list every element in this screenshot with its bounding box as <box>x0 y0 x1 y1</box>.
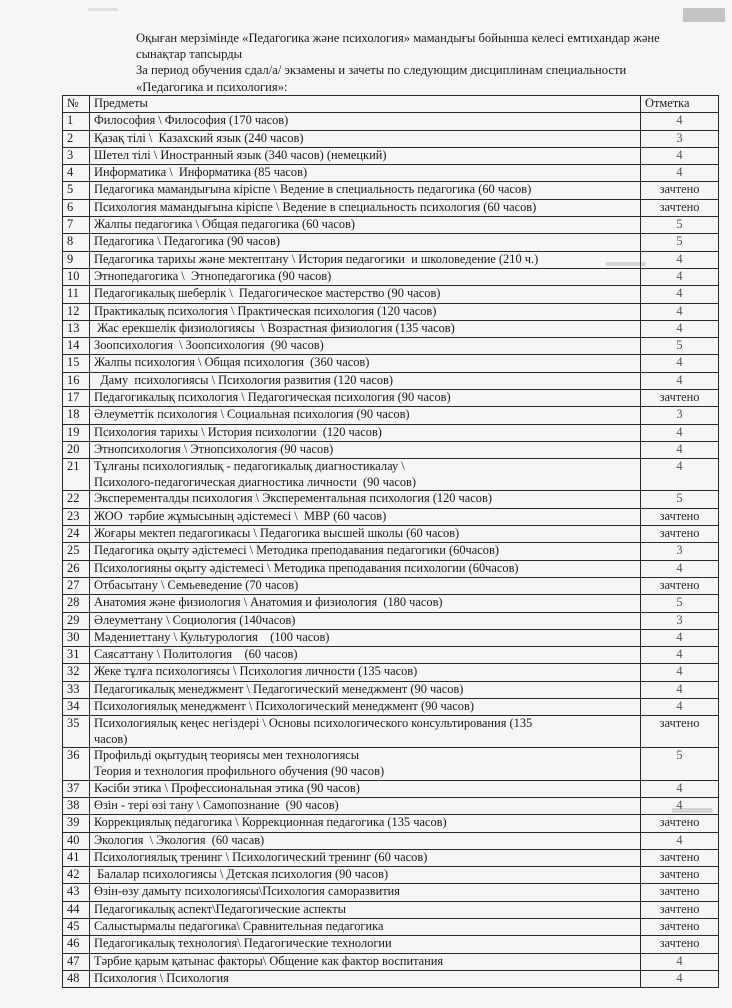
table-row <box>63 113 719 130</box>
row-subject <box>90 970 641 987</box>
subject-line: Педагогикалық менеджмент \ Педагогический менеджмент (90 часов) <box>94 681 464 696</box>
row-grade: 4 <box>641 251 719 268</box>
row-subject <box>90 338 641 355</box>
subject-line-continued: часов) <box>94 731 128 746</box>
subject-line: Өзін-өзу дамыту психологиясы\Психология саморазвития <box>94 884 400 899</box>
row-subject <box>90 716 641 748</box>
subject-line: Педагогикалық шеберлік \ Педагогическое мастерство (90 часов) <box>94 286 441 301</box>
row-grade: 4 <box>641 832 719 849</box>
row-grade: 4 <box>641 780 719 797</box>
row-subject <box>90 491 641 508</box>
row-number: 43 <box>63 884 90 901</box>
table-row <box>63 251 719 268</box>
subject-line: Практикалық психология \ Практическая психология (120 часов) <box>94 303 437 318</box>
row-grade: 5 <box>641 491 719 508</box>
row-subject <box>90 681 641 698</box>
row-number: 5 <box>63 182 90 199</box>
subject-line: Тәрбие қарым қатынас факторы\ Общение как фактор воспитания <box>94 953 444 968</box>
table-row <box>63 390 719 407</box>
row-subject <box>90 147 641 164</box>
row-subject <box>90 182 641 199</box>
row-grade: 3 <box>641 130 719 147</box>
column-header-grade: Отметка <box>641 96 719 113</box>
subject-line: Психологиялық кеңес негіздері \ Основы психологического консультирования (135 <box>94 716 533 731</box>
subject-line: Педагогика тарихы және мектептану \ История педагогики и школоведение (210 ч.) <box>94 251 539 266</box>
row-number: 6 <box>63 199 90 216</box>
row-grade: 4 <box>641 459 719 491</box>
row-number: 39 <box>63 815 90 832</box>
table-row <box>63 217 719 234</box>
subject-line: Философия \ Философия (170 часов) <box>94 113 289 128</box>
table-row <box>63 147 719 164</box>
subject-line: Профильді оқытудың теориясы мен технологиясы <box>94 748 360 763</box>
row-number: 15 <box>63 355 90 372</box>
subject-line: Жалпы психология \ Общая психология (360 часов) <box>94 355 370 370</box>
row-grade: 5 <box>641 234 719 251</box>
table-row <box>63 543 719 560</box>
row-grade: 4 <box>641 303 719 320</box>
row-grade: 4 <box>641 664 719 681</box>
table-row <box>63 849 719 866</box>
table-row <box>63 508 719 525</box>
row-number: 38 <box>63 797 90 814</box>
row-grade: 4 <box>641 647 719 664</box>
table-body <box>63 113 719 988</box>
subject-line-continued: Психолого-педагогическая диагностика личности (90 часов) <box>94 474 416 489</box>
subject-line: Салыстырмалы педагогика\ Сравнительная педагогика <box>94 919 384 934</box>
row-grade: 3 <box>641 543 719 560</box>
row-subject <box>90 953 641 970</box>
row-subject <box>90 320 641 337</box>
header-line-kazakh: Оқыған мерзімінде «Педагогика және психология» мамандығы бойынша келесі емтихандар және <box>136 31 660 45</box>
row-subject <box>90 303 641 320</box>
subject-line-continued: Теория и технология профильного обучения (90 часов) <box>94 764 385 779</box>
subject-line: Коррекциялық педагогика \ Коррекционная педагогика (135 часов) <box>94 815 447 830</box>
row-number: 36 <box>63 748 90 780</box>
table-row <box>63 884 719 901</box>
scan-noise-top-left <box>88 8 118 11</box>
table-row <box>63 234 719 251</box>
row-subject <box>90 251 641 268</box>
row-subject <box>90 543 641 560</box>
table-row <box>63 612 719 629</box>
row-subject <box>90 936 641 953</box>
table-row <box>63 953 719 970</box>
subject-line: Зоопсихология \ Зоопсихология (90 часов) <box>94 338 324 353</box>
row-subject <box>90 234 641 251</box>
row-number: 32 <box>63 664 90 681</box>
row-grade: зачтено <box>641 867 719 884</box>
table-row <box>63 424 719 441</box>
row-number: 8 <box>63 234 90 251</box>
row-grade: 4 <box>641 147 719 164</box>
table-row <box>63 199 719 216</box>
row-number: 2 <box>63 130 90 147</box>
table-row <box>63 901 719 918</box>
header-line-kazakh-cont: сынақтар тапсырды <box>136 47 243 62</box>
row-number: 16 <box>63 372 90 389</box>
table-row <box>63 320 719 337</box>
subject-line: Педагогика оқыту әдістемесі \ Методика преподавания педагогики (60часов) <box>94 543 499 558</box>
header-line-russian-cont: «Педагогика и психология»: <box>136 79 288 94</box>
row-subject <box>90 748 641 780</box>
row-subject <box>90 390 641 407</box>
row-number: 47 <box>63 953 90 970</box>
row-grade: 4 <box>641 629 719 646</box>
row-grade: 3 <box>641 407 719 424</box>
row-number: 13 <box>63 320 90 337</box>
subject-line: Жеке тұлға психологиясы \ Психология личности (135 часов) <box>94 664 418 679</box>
row-grade: зачтено <box>641 919 719 936</box>
row-number: 30 <box>63 629 90 646</box>
row-subject <box>90 441 641 458</box>
row-number: 23 <box>63 508 90 525</box>
row-number: 40 <box>63 832 90 849</box>
subject-line: Педагогика мамандығына кіріспе \ Ведение в специальность педагогика (60 часов) <box>94 182 532 197</box>
row-grade: 4 <box>641 113 719 130</box>
row-grade: 4 <box>641 797 719 814</box>
row-grade: зачтено <box>641 815 719 832</box>
table-row <box>63 286 719 303</box>
table-row <box>63 130 719 147</box>
row-grade: зачтено <box>641 716 719 748</box>
subject-line: Жоғары мектеп педагогикасы \ Педагогика высшей школы (60 часов) <box>94 526 460 541</box>
header-line-russian: За период обучения сдал/а/ экзамены и зачеты по следующим дисциплинам специальности <box>136 63 627 78</box>
row-number: 27 <box>63 577 90 594</box>
row-subject <box>90 629 641 646</box>
table-row <box>63 815 719 832</box>
row-grade: 5 <box>641 748 719 780</box>
subject-line: Шетел тілі \ Иностранный язык (340 часов) (немецкий) <box>94 147 387 162</box>
row-number: 28 <box>63 595 90 612</box>
subject-line: Эксперементалды психология \ Эксперементальная психология (120 часов) <box>94 491 492 506</box>
table-row <box>63 491 719 508</box>
row-number: 4 <box>63 165 90 182</box>
row-subject <box>90 407 641 424</box>
row-number: 7 <box>63 217 90 234</box>
row-grade: 4 <box>641 355 719 372</box>
subject-line: Психология \ Психология <box>94 970 229 985</box>
table-row <box>63 647 719 664</box>
row-subject <box>90 612 641 629</box>
row-subject <box>90 355 641 372</box>
row-subject <box>90 698 641 715</box>
subject-line: Экология \ Экология (60 часав) <box>94 832 265 847</box>
subject-line: Этнопедагогика \ Этнопедагогика (90 часов) <box>94 268 332 283</box>
subject-line: Әлеуметтану \ Социология (140часов) <box>94 612 296 627</box>
row-number: 33 <box>63 681 90 698</box>
table-row <box>63 182 719 199</box>
table-row <box>63 372 719 389</box>
row-grade: 4 <box>641 320 719 337</box>
subject-line: Педагогикалық аспект\Педагогические аспекты <box>94 901 346 916</box>
row-subject <box>90 130 641 147</box>
row-number: 29 <box>63 612 90 629</box>
row-grade: 4 <box>641 268 719 285</box>
row-grade: 4 <box>641 372 719 389</box>
row-subject <box>90 577 641 594</box>
subject-line: Этнопсихология \ Этнопсихология (90 часов) <box>94 441 334 456</box>
row-subject <box>90 901 641 918</box>
row-number: 18 <box>63 407 90 424</box>
subject-line: Өзін - тері өзі тану \ Самопознание (90 часов) <box>94 797 339 812</box>
row-subject <box>90 780 641 797</box>
row-grade: 4 <box>641 560 719 577</box>
subject-line: Кәсіби этика \ Профессиональная этика (90 часов) <box>94 780 360 795</box>
row-number: 45 <box>63 919 90 936</box>
row-subject <box>90 664 641 681</box>
table-row <box>63 165 719 182</box>
row-subject <box>90 526 641 543</box>
row-grade: зачтено <box>641 526 719 543</box>
row-number: 35 <box>63 716 90 748</box>
row-number: 9 <box>63 251 90 268</box>
row-number: 22 <box>63 491 90 508</box>
row-number: 34 <box>63 698 90 715</box>
table-row <box>63 560 719 577</box>
row-subject <box>90 268 641 285</box>
subject-line: Анатомия және физиология \ Анатомия и физиология (180 часов) <box>94 595 443 610</box>
row-number: 21 <box>63 459 90 491</box>
column-header-subject: Предметы <box>90 96 641 113</box>
row-grade: 5 <box>641 595 719 612</box>
grades-table <box>62 95 719 988</box>
row-grade: 4 <box>641 681 719 698</box>
row-number: 24 <box>63 526 90 543</box>
table-row <box>63 629 719 646</box>
row-number: 48 <box>63 970 90 987</box>
table-row <box>63 748 719 780</box>
table-row <box>63 698 719 715</box>
row-subject <box>90 560 641 577</box>
subject-line: Психологиялық менеджмент \ Психологический менеджмент (90 часов) <box>94 698 474 713</box>
table-header-row <box>63 96 719 113</box>
table-row <box>63 797 719 814</box>
subject-line: Жалпы педагогика \ Общая педагогика (60 часов) <box>94 217 356 232</box>
table-row <box>63 780 719 797</box>
row-subject <box>90 867 641 884</box>
row-subject <box>90 797 641 814</box>
row-number: 14 <box>63 338 90 355</box>
table-row <box>63 970 719 987</box>
row-number: 20 <box>63 441 90 458</box>
row-grade: зачтено <box>641 182 719 199</box>
subject-line: Педагогика \ Педагогика (90 часов) <box>94 234 280 249</box>
row-subject <box>90 217 641 234</box>
row-grade: зачтено <box>641 884 719 901</box>
row-number: 26 <box>63 560 90 577</box>
row-subject <box>90 372 641 389</box>
row-number: 42 <box>63 867 90 884</box>
row-grade: зачтено <box>641 577 719 594</box>
row-number: 46 <box>63 936 90 953</box>
row-grade: 4 <box>641 698 719 715</box>
subject-line: Психология мамандығына кіріспе \ Ведение в специальность психология (60 часов) <box>94 199 537 214</box>
subject-line: ЖОО тәрбие жұмысының әдістемесі \ МВР (60 часов) <box>94 508 387 523</box>
table-row <box>63 867 719 884</box>
row-number: 19 <box>63 424 90 441</box>
row-grade: 4 <box>641 953 719 970</box>
table-row <box>63 919 719 936</box>
row-subject <box>90 424 641 441</box>
row-subject <box>90 849 641 866</box>
scan-noise-top-right <box>683 8 725 22</box>
table-row <box>63 407 719 424</box>
row-grade: 3 <box>641 612 719 629</box>
row-number: 37 <box>63 780 90 797</box>
row-subject <box>90 647 641 664</box>
row-subject <box>90 508 641 525</box>
table-row <box>63 832 719 849</box>
row-number: 44 <box>63 901 90 918</box>
row-grade: 4 <box>641 424 719 441</box>
row-subject <box>90 919 641 936</box>
row-subject <box>90 113 641 130</box>
row-grade: 5 <box>641 338 719 355</box>
row-subject <box>90 832 641 849</box>
row-subject <box>90 595 641 612</box>
subject-line: Педагогикалық психология \ Педагогическая психология (90 часов) <box>94 390 451 405</box>
table-row <box>63 664 719 681</box>
table-row <box>63 526 719 543</box>
table-row <box>63 441 719 458</box>
row-subject <box>90 815 641 832</box>
subject-line: Отбасытану \ Семьеведение (70 часов) <box>94 577 299 592</box>
row-number: 10 <box>63 268 90 285</box>
row-grade: зачтено <box>641 508 719 525</box>
table-row <box>63 681 719 698</box>
row-subject <box>90 165 641 182</box>
table-row <box>63 936 719 953</box>
row-number: 12 <box>63 303 90 320</box>
row-number: 1 <box>63 113 90 130</box>
subject-line: Даму психологиясы \ Психология развития (120 часов) <box>94 372 393 387</box>
row-grade: 4 <box>641 970 719 987</box>
row-subject <box>90 199 641 216</box>
subject-line: Психологиялық тренинг \ Психологический тренинг (60 часов) <box>94 849 428 864</box>
subject-line: Саясаттану \ Политология (60 часов) <box>94 647 298 662</box>
row-subject <box>90 459 641 491</box>
subject-line: Психологияны оқыту әдістемесі \ Методика преподавания психологии (60часов) <box>94 560 519 575</box>
table-row <box>63 459 719 491</box>
table-row <box>63 268 719 285</box>
row-number: 31 <box>63 647 90 664</box>
table-row <box>63 577 719 594</box>
subject-line: Мәдениеттану \ Культурология (100 часов) <box>94 629 330 644</box>
table-row <box>63 595 719 612</box>
subject-line: Тұлғаны психологиялық - педагогикалық диагностикалау \ <box>94 459 405 474</box>
table-row <box>63 303 719 320</box>
row-grade: зачтено <box>641 901 719 918</box>
row-grade: 5 <box>641 217 719 234</box>
row-grade: 4 <box>641 441 719 458</box>
subject-line: Педагогикалық технология\ Педагогические технологии <box>94 936 392 951</box>
subject-line: Психология тарихы \ История психологии (120 часов) <box>94 424 382 439</box>
row-grade: 4 <box>641 165 719 182</box>
row-subject <box>90 884 641 901</box>
row-number: 17 <box>63 390 90 407</box>
row-number: 3 <box>63 147 90 164</box>
row-grade: зачтено <box>641 199 719 216</box>
column-header-number: № <box>63 96 90 113</box>
subject-line: Әлеуметтік психология \ Социальная психология (90 часов) <box>94 407 410 422</box>
row-subject <box>90 286 641 303</box>
row-number: 25 <box>63 543 90 560</box>
row-grade: зачтено <box>641 390 719 407</box>
subject-line: Жас ерекшелік физиологиясы \ Возрастная физиология (135 часов) <box>94 320 455 335</box>
table-row <box>63 338 719 355</box>
document-header <box>136 30 716 95</box>
row-number: 41 <box>63 849 90 866</box>
row-grade: зачтено <box>641 936 719 953</box>
subject-line: Балалар психологиясы \ Детская психология (90 часов) <box>94 867 389 882</box>
row-grade: 4 <box>641 286 719 303</box>
table-row <box>63 355 719 372</box>
table-row <box>63 716 719 748</box>
subject-line: Қазақ тілі \ Казахский язык (240 часов) <box>94 130 304 145</box>
row-number: 11 <box>63 286 90 303</box>
row-grade: зачтено <box>641 849 719 866</box>
subject-line: Информатика \ Информатика (85 часов) <box>94 165 308 180</box>
